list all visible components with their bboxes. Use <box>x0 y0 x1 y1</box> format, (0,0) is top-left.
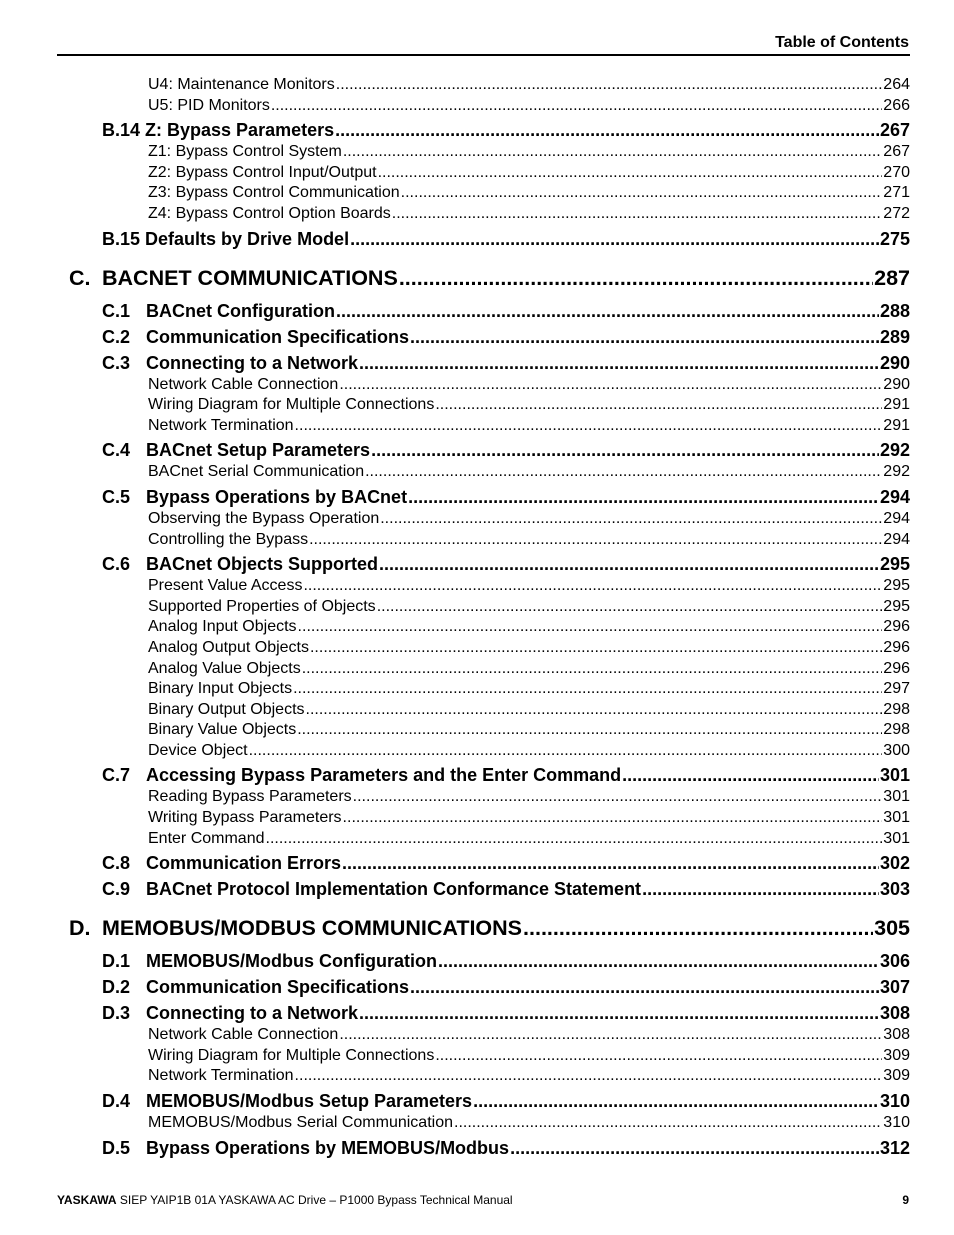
toc-entry[interactable] <box>69 260 910 296</box>
toc-entry-title <box>148 618 297 636</box>
toc-entry[interactable] <box>148 721 910 742</box>
toc-entry[interactable] <box>148 788 910 809</box>
toc-entry-number: D. <box>69 916 91 941</box>
toc-entry-title <box>148 1026 338 1044</box>
toc-entry-title <box>102 876 641 902</box>
dot-leader <box>350 226 879 252</box>
dot-leader <box>353 788 883 806</box>
toc-entry-text: Binary Input Objects <box>148 680 293 698</box>
toc-entry-text: Communication Specifications <box>146 326 410 347</box>
dot-leader <box>309 531 882 549</box>
toc-entry-text: BACnet Setup Parameters <box>146 440 371 461</box>
dot-leader <box>473 1088 879 1114</box>
toc-entry-page: 301 <box>880 762 910 788</box>
toc-entry-text: BACnet Objects Supported <box>146 554 379 575</box>
toc-entry-page: 291 <box>883 416 910 434</box>
toc-entry[interactable] <box>102 762 910 788</box>
toc-entry-number: C.9 <box>102 879 131 900</box>
toc-entry-title <box>102 226 349 252</box>
toc-entry[interactable] <box>148 1114 910 1135</box>
toc-entry-title <box>148 463 364 481</box>
dot-leader <box>339 376 882 394</box>
toc-entry-text: Communication Specifications <box>146 977 410 998</box>
dot-leader <box>622 762 879 788</box>
dot-leader <box>310 639 882 657</box>
dot-leader <box>399 260 873 296</box>
toc-entry[interactable] <box>148 680 910 701</box>
toc-entry[interactable] <box>148 396 910 417</box>
toc-entry-title <box>102 1000 358 1026</box>
toc-entry-page: 267 <box>880 117 910 143</box>
toc-entry[interactable] <box>148 742 910 763</box>
toc-entry[interactable] <box>148 531 910 552</box>
page-header-title: Table of Contents <box>775 34 909 51</box>
toc-entry-page: 292 <box>880 437 910 463</box>
toc-entry-page: 301 <box>883 809 910 827</box>
dot-leader <box>335 117 879 143</box>
toc-entry-title <box>148 660 301 678</box>
toc-entry[interactable] <box>102 350 910 376</box>
toc-entry[interactable] <box>148 1026 910 1047</box>
toc-entry-text: Reading Bypass Parameters <box>148 788 352 806</box>
toc-entry-number: C.7 <box>102 765 131 786</box>
dot-leader <box>298 618 883 636</box>
toc-entry-page: 303 <box>880 876 910 902</box>
toc-entry-page: 288 <box>880 298 910 324</box>
footer-brand: YASKAWA <box>57 1193 117 1207</box>
toc-entry-text: Z2: Bypass Control Input/Output <box>148 163 377 181</box>
toc-entry[interactable] <box>148 417 910 438</box>
toc-entry-page: 296 <box>883 659 910 677</box>
toc-entry-text: Network Cable Connection <box>148 1026 339 1044</box>
toc-entry-text: Z4: Bypass Control Option Boards <box>148 204 391 222</box>
toc-entry-title <box>148 76 335 94</box>
dot-leader <box>365 463 882 481</box>
toc-entry-page: 308 <box>883 1026 910 1044</box>
toc-entry-text: BACnet Serial Communication <box>148 463 365 481</box>
toc-entry[interactable] <box>148 376 910 397</box>
dot-leader <box>435 1047 882 1065</box>
dot-leader <box>438 948 879 974</box>
toc-entry[interactable] <box>102 876 910 902</box>
dot-leader <box>271 97 882 115</box>
toc-entry-text: Observing the Bypass Operation <box>148 509 380 527</box>
toc-entry-title <box>148 577 302 595</box>
toc-entry-page: 267 <box>883 143 910 161</box>
toc-entry-page: 297 <box>883 680 910 698</box>
toc-entry-title <box>148 830 265 848</box>
dot-leader <box>377 598 883 616</box>
toc-entry-number: C.1 <box>102 300 131 321</box>
toc-entry-text: BACNET COMMUNICATIONS <box>102 265 398 290</box>
footer-text: SIEP YAIP1B 01A YASKAWA AC Drive – P1000 Bypass Technical Manual <box>116 1193 513 1207</box>
toc-entry-number: C.6 <box>102 554 131 575</box>
dot-leader <box>379 551 879 577</box>
toc-entry-title <box>148 809 342 827</box>
toc-entry-page: 264 <box>883 76 910 93</box>
dot-leader <box>392 205 883 223</box>
toc-entry[interactable] <box>148 830 910 851</box>
dot-leader <box>343 809 883 827</box>
toc-entry-number: C.4 <box>102 440 131 461</box>
toc-entry-number: C.8 <box>102 853 131 874</box>
toc-entry-page: 290 <box>883 375 910 393</box>
toc-entry-page: 289 <box>880 324 910 350</box>
toc-entry-page: 307 <box>880 974 910 1000</box>
toc-entry-page: 294 <box>883 530 910 548</box>
toc-entry-title <box>148 164 377 182</box>
toc-entry-page: 308 <box>880 1000 910 1026</box>
toc-entry-number: C.5 <box>102 486 131 507</box>
toc-entry[interactable] <box>102 948 910 974</box>
dot-leader <box>359 1000 879 1026</box>
toc-entry-text: Accessing Bypass Parameters and the Enter Command <box>146 765 622 786</box>
toc-entry[interactable] <box>148 76 910 97</box>
dot-leader <box>435 396 882 414</box>
toc-entry-title <box>148 742 248 760</box>
table-of-contents <box>0 76 954 1161</box>
toc-entry-title <box>102 298 335 324</box>
toc-entry-text: B.15 Defaults by Drive Model <box>102 228 350 249</box>
toc-entry-text: U5: PID Monitors <box>148 96 270 114</box>
toc-entry-text: Z3: Bypass Control Communication <box>148 184 400 202</box>
toc-entry[interactable] <box>102 551 910 577</box>
dot-leader <box>303 577 882 595</box>
toc-entry-page: 275 <box>880 226 910 252</box>
toc-entry[interactable] <box>102 437 910 463</box>
toc-entry[interactable] <box>148 598 910 619</box>
toc-entry-title <box>148 97 270 115</box>
toc-entry-text: Connecting to a Network <box>146 352 359 373</box>
toc-entry-text: Controlling the Bypass <box>148 530 309 548</box>
toc-entry-title <box>102 974 409 1000</box>
toc-entry-title <box>102 484 407 510</box>
toc-entry-text: Present Value Access <box>148 577 303 595</box>
dot-leader <box>401 184 883 202</box>
toc-entry-title <box>148 376 338 394</box>
toc-entry-text: BACnet Configuration <box>146 300 335 321</box>
toc-entry[interactable] <box>69 910 910 946</box>
toc-entry-page: 287 <box>874 260 910 296</box>
toc-entry-page: 301 <box>883 829 910 847</box>
toc-entry-page: 291 <box>883 396 910 414</box>
toc-entry[interactable] <box>148 1067 910 1088</box>
dot-leader <box>410 324 879 350</box>
toc-entry-title <box>148 680 292 698</box>
toc-entry-title <box>102 1135 509 1161</box>
toc-entry-title <box>102 117 334 143</box>
toc-entry-text: Analog Output Objects <box>148 638 309 656</box>
toc-entry-title <box>148 1114 453 1132</box>
toc-entry-text: Network Cable Connection <box>148 375 339 393</box>
dot-leader <box>295 417 883 435</box>
toc-entry-text: MEMOBUS/Modbus Setup Parameters <box>146 1091 473 1112</box>
toc-entry-number: D.3 <box>102 1003 131 1024</box>
toc-entry-page: 300 <box>883 741 910 759</box>
dot-leader <box>342 850 879 876</box>
toc-entry-title <box>102 850 341 876</box>
toc-entry-page: 295 <box>883 577 910 595</box>
toc-entry-page: 310 <box>880 1088 910 1114</box>
toc-entry[interactable] <box>148 1047 910 1068</box>
toc-entry-title <box>148 205 391 223</box>
dot-leader <box>297 721 882 739</box>
toc-entry-text: BACnet Protocol Implementation Conformance Statement <box>146 879 642 900</box>
toc-entry-text: MEMOBUS/Modbus Serial Communication <box>148 1114 453 1132</box>
toc-entry-title <box>148 1047 434 1065</box>
dot-leader <box>249 742 883 760</box>
toc-entry-title <box>102 1088 472 1114</box>
dot-leader <box>359 350 879 376</box>
dot-leader <box>295 1067 883 1085</box>
toc-entry-page: 271 <box>883 184 910 202</box>
toc-entry-text: U4: Maintenance Monitors <box>148 76 335 93</box>
toc-entry[interactable] <box>102 324 910 350</box>
toc-entry-title <box>102 324 409 350</box>
dot-leader <box>510 1135 879 1161</box>
dot-leader <box>343 143 882 161</box>
toc-entry-text: MEMOBUS/Modbus Configuration <box>146 951 437 972</box>
dot-leader <box>380 510 882 528</box>
toc-entry-text: Network Termination <box>148 1067 294 1085</box>
toc-entry[interactable] <box>148 577 910 598</box>
toc-entry-page: 302 <box>880 850 910 876</box>
dot-leader <box>336 76 883 94</box>
toc-entry-title <box>69 910 522 946</box>
toc-entry-text: B.14 Z: Bypass Parameters <box>102 120 335 141</box>
toc-entry-title <box>102 437 370 463</box>
toc-entry[interactable] <box>148 164 910 185</box>
dot-leader <box>408 484 879 510</box>
dot-leader <box>293 680 882 698</box>
header-divider <box>57 54 910 56</box>
toc-entry[interactable] <box>148 639 910 660</box>
toc-entry[interactable] <box>102 1088 910 1114</box>
toc-entry-title <box>148 531 308 549</box>
toc-entry-number: C.3 <box>102 352 131 373</box>
toc-entry-page: 295 <box>880 551 910 577</box>
toc-entry[interactable] <box>148 205 910 226</box>
toc-entry-number: C.2 <box>102 326 131 347</box>
page-footer <box>57 1193 513 1207</box>
dot-leader <box>266 830 883 848</box>
toc-entry-number: D.2 <box>102 977 131 998</box>
dot-leader <box>371 437 879 463</box>
toc-entry-text: Wiring Diagram for Multiple Connections <box>148 1046 435 1064</box>
toc-entry-page: 298 <box>883 700 910 718</box>
toc-entry-page: 296 <box>883 638 910 656</box>
toc-entry[interactable] <box>102 484 910 510</box>
toc-entry-title <box>148 598 376 616</box>
toc-entry[interactable] <box>148 97 910 118</box>
toc-entry-text: Bypass Operations by MEMOBUS/Modbus <box>146 1137 510 1158</box>
toc-entry-page: 301 <box>883 788 910 806</box>
toc-entry[interactable] <box>148 184 910 205</box>
toc-entry[interactable] <box>102 298 910 324</box>
toc-entry-title <box>148 184 400 202</box>
toc-entry-text: Analog Value Objects <box>148 659 301 677</box>
toc-entry-text: Connecting to a Network <box>146 1003 359 1024</box>
toc-entry-text: Communication Errors <box>146 853 342 874</box>
toc-entry-page: 290 <box>880 350 910 376</box>
toc-entry-title <box>102 551 378 577</box>
toc-entry-text: Wiring Diagram for Multiple Connections <box>148 396 435 414</box>
toc-entry-page: 294 <box>880 484 910 510</box>
toc-entry-number: C. <box>69 265 91 290</box>
toc-entry[interactable] <box>102 1000 910 1026</box>
toc-entry-page: 312 <box>880 1135 910 1161</box>
toc-entry[interactable] <box>102 117 910 143</box>
toc-entry-text: Network Termination <box>148 416 294 434</box>
toc-entry-text: Analog Input Objects <box>148 618 297 636</box>
toc-entry-page: 266 <box>883 96 910 114</box>
toc-entry-page: 305 <box>874 910 910 946</box>
toc-entry-title <box>102 948 437 974</box>
dot-leader <box>306 701 883 719</box>
toc-entry-text: Enter Command <box>148 829 265 847</box>
toc-entry-title <box>148 417 294 435</box>
toc-entry-title <box>148 788 352 806</box>
toc-entry-page: 298 <box>883 721 910 739</box>
dot-leader <box>336 298 879 324</box>
toc-entry-text: Bypass Operations by BACnet <box>146 486 408 507</box>
dot-leader <box>454 1114 882 1132</box>
toc-entry[interactable] <box>102 1135 910 1161</box>
toc-entry-number: D.4 <box>102 1091 131 1112</box>
dot-leader <box>302 660 883 678</box>
toc-entry[interactable] <box>148 660 910 681</box>
toc-entry-title <box>69 260 398 296</box>
toc-entry[interactable] <box>148 510 910 531</box>
toc-entry-page: 310 <box>883 1114 910 1132</box>
toc-entry-title <box>148 701 305 719</box>
toc-entry-page: 294 <box>883 509 910 527</box>
toc-entry[interactable] <box>148 701 910 722</box>
toc-entry-text: Supported Properties of Objects <box>148 597 376 615</box>
toc-entry-page: 309 <box>883 1067 910 1085</box>
toc-entry-title <box>148 143 342 161</box>
toc-entry-page: 309 <box>883 1046 910 1064</box>
toc-entry-text: Binary Value Objects <box>148 721 297 739</box>
dot-leader <box>378 164 883 182</box>
toc-entry[interactable] <box>102 974 910 1000</box>
toc-entry-title <box>102 350 358 376</box>
toc-entry-text: Binary Output Objects <box>148 700 305 718</box>
toc-entry[interactable] <box>148 143 910 164</box>
toc-entry-page: 292 <box>883 463 910 481</box>
toc-entry-page: 270 <box>883 163 910 181</box>
dot-leader <box>523 910 873 946</box>
toc-entry-page: 296 <box>883 618 910 636</box>
toc-entry-number: D.1 <box>102 951 131 972</box>
dot-leader <box>642 876 879 902</box>
toc-entry-title <box>148 721 296 739</box>
toc-entry-text: Device Object <box>148 741 248 759</box>
toc-entry-text: MEMOBUS/MODBUS COMMUNICATIONS <box>102 916 523 941</box>
toc-entry-text: Z1: Bypass Control System <box>148 143 342 161</box>
toc-entry[interactable] <box>148 809 910 830</box>
toc-entry-title <box>148 639 309 657</box>
dot-leader <box>410 974 879 1000</box>
toc-entry-page: 306 <box>880 948 910 974</box>
toc-entry-number: D.5 <box>102 1137 131 1158</box>
toc-entry-title <box>148 510 379 528</box>
toc-entry[interactable] <box>102 850 910 876</box>
dot-leader <box>339 1026 882 1044</box>
toc-entry-page: 272 <box>883 204 910 222</box>
toc-entry-text: Writing Bypass Parameters <box>148 809 342 827</box>
toc-entry-title <box>102 762 621 788</box>
toc-entry-title <box>148 396 434 414</box>
page-number: 9 <box>902 1193 909 1207</box>
toc-entry[interactable] <box>148 618 910 639</box>
toc-entry-title <box>148 1067 294 1085</box>
toc-entry[interactable] <box>102 226 910 252</box>
toc-entry[interactable] <box>148 463 910 484</box>
toc-entry-page: 295 <box>883 597 910 615</box>
